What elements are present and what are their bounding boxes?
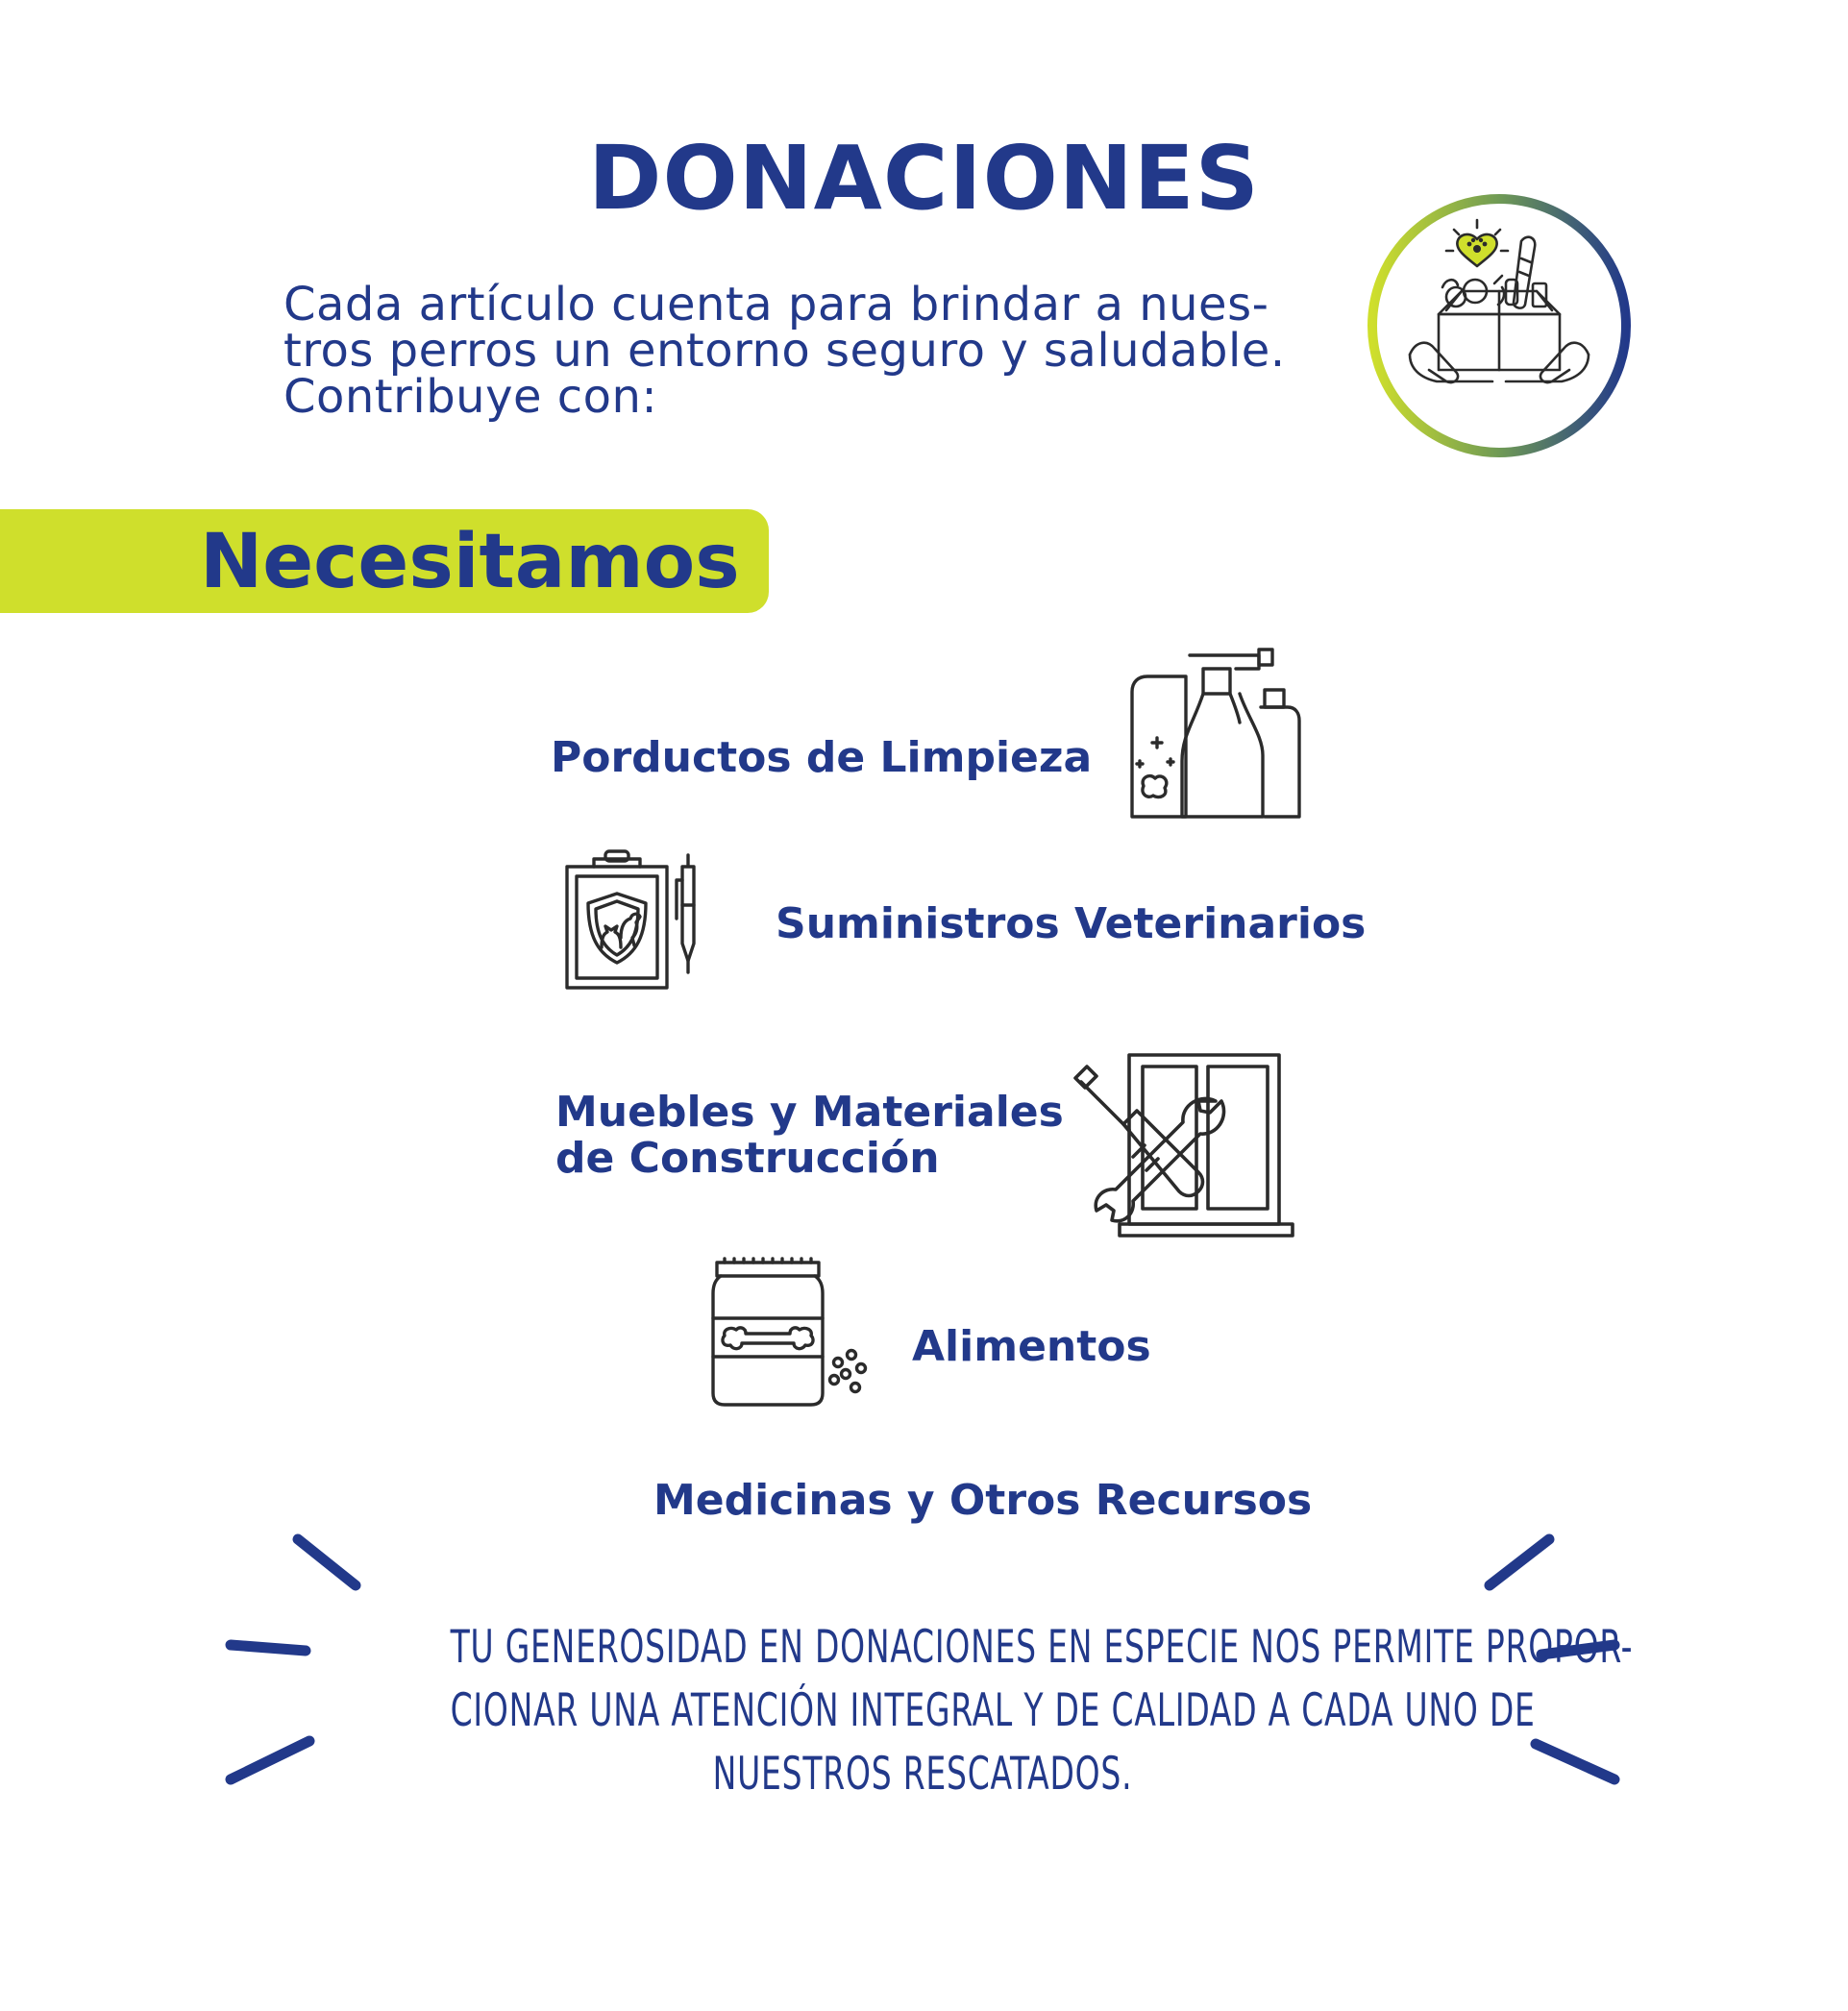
- ray-right-top: [1490, 1539, 1549, 1585]
- footer-line: CIONAR UNA ATENCIÓN INTEGRAL Y DE CALIDAD A CADA UNO DE: [450, 1684, 1536, 1737]
- item-label: Porductos de Limpieza: [551, 733, 1093, 782]
- footer-line: TU GENEROSIDAD EN DONACIONES EN ESPECIE NOS PERMITE PROPOR-: [450, 1621, 1634, 1674]
- item-label: Alimentos: [912, 1322, 1151, 1371]
- item-label: Medicinas y Otros Recursos: [653, 1476, 1313, 1525]
- ray-left-middle: [231, 1645, 306, 1651]
- item-label-line-2: de Construcción: [555, 1134, 940, 1183]
- intro-line: Contribuye con:: [283, 370, 658, 424]
- page-title: DONACIONES: [588, 127, 1260, 230]
- ray-right-bottom: [1536, 1744, 1614, 1779]
- needs-banner-label: Necesitamos: [200, 519, 740, 605]
- footer-message: [450, 1616, 1634, 1806]
- footer-line: NUESTROS RESCATADOS.: [712, 1748, 1133, 1801]
- ray-left-bottom: [231, 1741, 309, 1779]
- item-label-line-1: Muebles y Materiales: [555, 1088, 1064, 1137]
- intro-line: tros perros un entorno seguro y saludable.: [283, 324, 1286, 378]
- ray-left-top: [298, 1539, 356, 1585]
- intro-line: Cada artículo cuenta para brindar a nues-: [283, 278, 1269, 331]
- item-label: Suministros Veterinarios: [776, 899, 1367, 948]
